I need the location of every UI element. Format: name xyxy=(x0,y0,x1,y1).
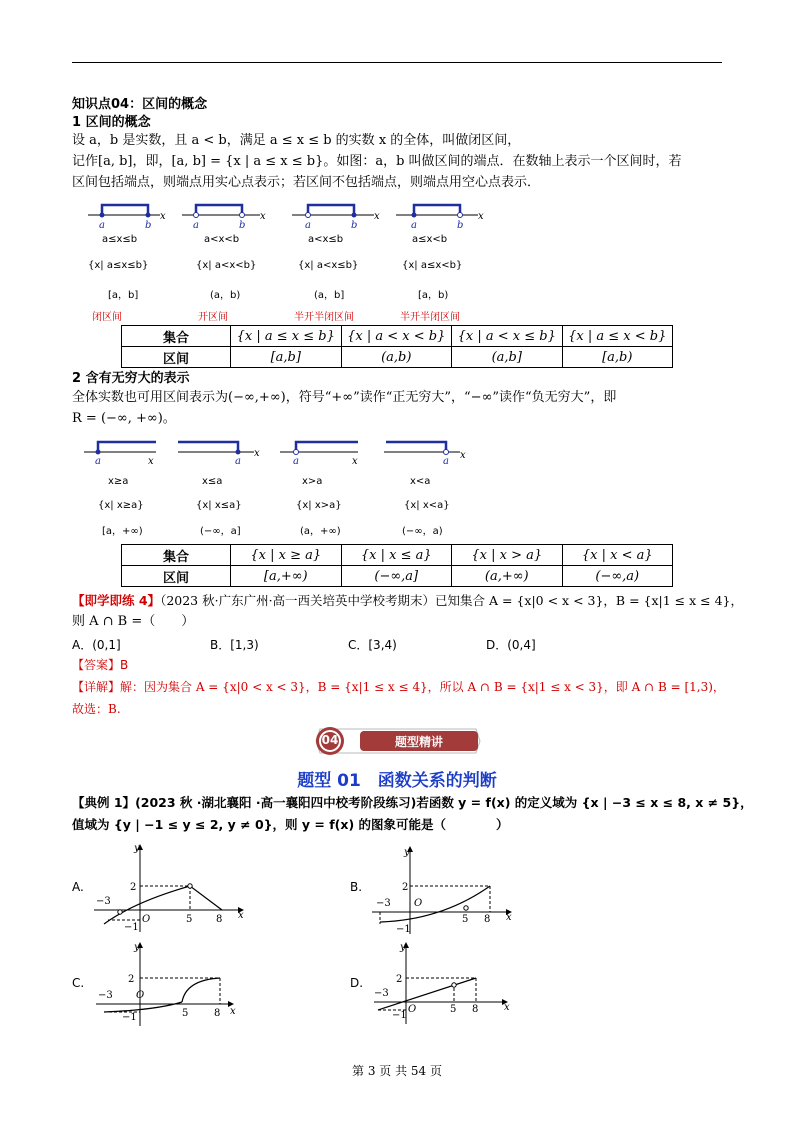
graph-c-y: y xyxy=(134,942,140,953)
answer-line xyxy=(72,656,128,674)
practice-tag: 【即学即练 4】 xyxy=(72,593,161,608)
table1-set-1: {x | a ≤ x ≤ b} xyxy=(231,326,342,347)
graph-c-m1: −1 xyxy=(122,1012,137,1023)
table2-set-2: {x | x ≤ a} xyxy=(341,545,452,566)
graph-c-o: O xyxy=(136,990,145,1001)
table1-set-4: {x | a ≤ x < b} xyxy=(562,326,673,347)
example-option-a[interactable]: A. xyxy=(72,880,84,894)
fig2-interval-2: (−∞，a] xyxy=(200,526,241,537)
svg-text:x: x xyxy=(374,211,380,222)
section-title: 题型 01 函数关系的判断 xyxy=(297,771,497,791)
fig2-captions xyxy=(72,476,492,538)
svg-text:a: a xyxy=(293,456,299,467)
fig1-interval-3: (a，b] xyxy=(314,290,345,301)
subheading-1: 1 区间的概念 xyxy=(72,115,151,130)
practice-question xyxy=(72,592,743,610)
fig2-ineq-1: x≥a xyxy=(108,476,129,487)
example-text: (2023 秋 ·湖北襄阳 ·高一襄阳四中校考阶段练习)若函数 y = f(x) 的定义域为 {x | −3 ≤ x ≤ 8, x ≠ 5}， xyxy=(135,795,753,810)
table2-interval-4: (−∞,a) xyxy=(562,566,673,587)
fig2-gt xyxy=(280,442,358,467)
table1-interval-2: (a,b) xyxy=(341,347,452,368)
practice-option-c[interactable]: C．[3,4) xyxy=(348,638,397,652)
fig1-ineq-3: a<x≤b xyxy=(308,234,344,245)
fig1-interval-2: (a，b) xyxy=(210,290,241,301)
table1-interval-3: (a,b] xyxy=(452,347,563,368)
fig2-set-2: {x| x≤a} xyxy=(196,500,242,511)
graph-c-x: x xyxy=(230,1006,236,1017)
fig1-ineq-1: a≤x≤b xyxy=(102,234,138,245)
fig1-set-4: {x| a≤x<b} xyxy=(402,260,463,271)
svg-text:a: a xyxy=(193,220,199,231)
graph-b-x: x xyxy=(506,912,512,923)
fig1-set-3: {x| a<x≤b} xyxy=(298,260,359,271)
graph-a-m3: −3 xyxy=(96,896,111,907)
example-line-1 xyxy=(72,794,753,812)
fig1-closed xyxy=(88,205,166,231)
graph-c-2: 2 xyxy=(128,974,135,985)
detail-tag: 【详解】 xyxy=(72,680,121,694)
graph-b-5: 5 xyxy=(462,914,469,925)
graph-option-d xyxy=(374,940,524,1028)
page-footer: 第 3 页 共 54 页 xyxy=(352,1064,442,1078)
graph-d-x: x xyxy=(504,1002,510,1013)
fig1-name-2: 开区间 xyxy=(198,312,228,323)
table2-interval-2: (−∞,a] xyxy=(341,566,452,587)
header-rule xyxy=(72,62,722,63)
para1-line3: 区间包括端点，则端点用实心点表示；若区间不包括端点，则端点用空心点表示． xyxy=(72,175,541,190)
svg-text:a: a xyxy=(411,220,417,231)
svg-text:b: b xyxy=(239,220,246,231)
graph-b-8: 8 xyxy=(484,914,491,925)
table2-interval-3: (a,+∞) xyxy=(452,566,563,587)
svg-text:a: a xyxy=(95,456,101,467)
interval-figure-2 xyxy=(72,434,472,468)
example-tag: 【典例 1】 xyxy=(72,795,136,810)
detail-line-2: 故选：B. xyxy=(72,702,121,716)
fig2-ineq-4: x<a xyxy=(410,476,431,487)
answer-value: B xyxy=(120,658,129,672)
fig2-ineq-3: x>a xyxy=(302,476,323,487)
table1-set-3: {x | a < x ≤ b} xyxy=(452,326,563,347)
fig1-name-3: 半开半闭区间 xyxy=(294,312,354,323)
para2-line1: 全体实数也可用区间表示为(−∞,+∞)，符号“+∞”读作“正无穷大”，“−∞”读作“负无穷大”，即 xyxy=(72,390,617,405)
para1-line1: 设 a，b 是实数，且 a < b，满足 a ≤ x ≤ b 的实数 x 的全体，叫做闭区间， xyxy=(72,133,521,148)
graph-d-y: y xyxy=(400,942,406,953)
table1-interval-4: [a,b) xyxy=(562,347,673,368)
fig2-ineq-2: x≤a xyxy=(202,476,223,487)
table2-interval-1: [a,+∞) xyxy=(231,566,342,587)
graph-b-m1: −1 xyxy=(396,924,411,935)
knowledge-heading: 知识点04：区间的概念 xyxy=(72,97,208,112)
example-line-2: 值域为 {y | −1 ≤ y ≤ 2, y ≠ 0}，则 y = f(x) 的图象可能是（ ） xyxy=(72,817,509,832)
banner-label: 题型精讲 xyxy=(394,735,443,749)
graph-b-m3: −3 xyxy=(376,898,391,909)
para2-line2: R = (−∞, +∞)。 xyxy=(72,411,176,426)
fig2-lt xyxy=(384,442,466,467)
graph-a-8: 8 xyxy=(216,914,223,925)
table2-head-interval: 区间 xyxy=(122,566,231,587)
practice-text-2: 则 A ∩ B =（ ） xyxy=(72,614,195,629)
graph-option-a xyxy=(94,842,254,934)
svg-text:x: x xyxy=(352,456,358,467)
para1-line2: 记作[a, b]，即，[a, b] = {x | a ≤ x ≤ b}。如图：a，b 叫做区间的端点．在数轴上表示一个区间时，若 xyxy=(72,154,682,169)
graph-d-m1: −1 xyxy=(392,1010,407,1021)
fig1-set-2: {x| a<x<b} xyxy=(196,260,257,271)
fig2-interval-1: [a，+∞) xyxy=(102,526,143,537)
example-option-b[interactable]: B. xyxy=(350,880,363,894)
subheading-2: 2 含有无穷大的表示 xyxy=(72,371,190,386)
fig2-ge xyxy=(84,442,156,467)
banner-number: 04 xyxy=(321,733,339,747)
svg-text:x: x xyxy=(478,211,484,222)
graph-c-m3: −3 xyxy=(98,990,113,1001)
svg-text:a: a xyxy=(235,456,241,467)
fig2-set-3: {x| x>a} xyxy=(296,500,342,511)
fig1-a: a xyxy=(99,220,105,231)
fig1-halfopen-left xyxy=(292,205,380,231)
graph-b-2: 2 xyxy=(402,882,409,893)
svg-text:b: b xyxy=(145,220,152,231)
svg-text:a: a xyxy=(443,456,449,467)
table2-set-4: {x | x < a} xyxy=(562,545,673,566)
fig2-interval-4: (−∞，a) xyxy=(402,526,443,537)
fig2-set-4: {x| x<a} xyxy=(404,500,450,511)
graph-a-o: O xyxy=(142,914,151,925)
svg-text:x: x xyxy=(160,211,166,222)
graph-c-5: 5 xyxy=(182,1008,189,1019)
svg-text:a: a xyxy=(305,220,311,231)
graph-option-c xyxy=(96,940,246,1028)
fig2-interval-3: (a，+∞) xyxy=(300,526,341,537)
fig1-open xyxy=(182,205,266,231)
graph-a-m1: −1 xyxy=(124,922,139,933)
table2-set-3: {x | x > a} xyxy=(452,545,563,566)
table1-head-interval: 区间 xyxy=(122,347,231,368)
fig1-halfopen-right xyxy=(396,205,484,231)
table1-interval-1: [a,b] xyxy=(231,347,342,368)
interval-table-1 xyxy=(121,325,673,368)
graph-d-2: 2 xyxy=(396,974,403,985)
svg-text:b: b xyxy=(457,220,464,231)
graph-a-5: 5 xyxy=(186,914,193,925)
detail-line xyxy=(72,678,725,696)
fig1-name-4: 半开半闭区间 xyxy=(400,312,460,323)
svg-text:x: x xyxy=(460,450,466,461)
practice-option-d[interactable]: D．(0,4] xyxy=(486,638,536,652)
interval-table-2 xyxy=(121,544,673,587)
detail-text: 解：因为集合 A = {x|0 < x < 3}，B = {x|1 ≤ x ≤ 4}，所以 A ∩ B = {x|1 ≤ x < 3}，即 A ∩ B = [1,3)， xyxy=(120,680,725,694)
graph-a-y: y xyxy=(134,843,140,854)
fig1-interval-4: [a，b) xyxy=(418,290,449,301)
fig1-ineq-4: a≤x<b xyxy=(412,234,448,245)
example-option-c[interactable]: C. xyxy=(72,976,85,990)
table1-set-2: {x | a < x < b} xyxy=(341,326,452,347)
fig1-ineq-2: a<x<b xyxy=(204,234,240,245)
graph-d-8: 8 xyxy=(472,1004,479,1015)
graph-d-m3: −3 xyxy=(374,988,389,999)
graph-a-x: x xyxy=(238,910,244,921)
fig1-captions xyxy=(72,234,512,324)
graph-b-o: O xyxy=(414,898,423,909)
table2-set-1: {x | x ≥ a} xyxy=(231,545,342,566)
fig2-set-1: {x| x≥a} xyxy=(98,500,144,511)
fig1-set-1: {x| a≤x≤b} xyxy=(88,260,149,271)
graph-d-o: O xyxy=(408,1004,417,1015)
practice-text: （2023 秋·广东广州·高一西关培英中学校考期末）已知集合 A = {x|0 < x < 3}，B = {x|1 ≤ x ≤ 4}， xyxy=(160,593,743,608)
graph-a-2: 2 xyxy=(130,882,137,893)
practice-option-a[interactable]: A．(0,1] xyxy=(72,638,121,652)
example-option-d[interactable]: D. xyxy=(350,976,364,990)
answer-tag: 【答案】 xyxy=(72,658,121,672)
svg-text:x: x xyxy=(254,448,260,459)
fig1-interval-1: [a，b] xyxy=(108,290,139,301)
practice-option-b[interactable]: B．[1,3) xyxy=(210,638,259,652)
graph-option-b xyxy=(372,844,522,936)
table1-head-set: 集合 xyxy=(122,326,231,347)
svg-text:x: x xyxy=(260,211,266,222)
graph-c-8: 8 xyxy=(214,1008,221,1019)
graph-d-5: 5 xyxy=(450,1004,457,1015)
graph-b-y: y xyxy=(404,847,410,858)
svg-text:x: x xyxy=(148,456,154,467)
table2-head-set: 集合 xyxy=(122,545,231,566)
fig1-name-1: 闭区间 xyxy=(92,312,122,323)
fig2-le xyxy=(178,442,260,467)
svg-text:b: b xyxy=(351,220,358,231)
